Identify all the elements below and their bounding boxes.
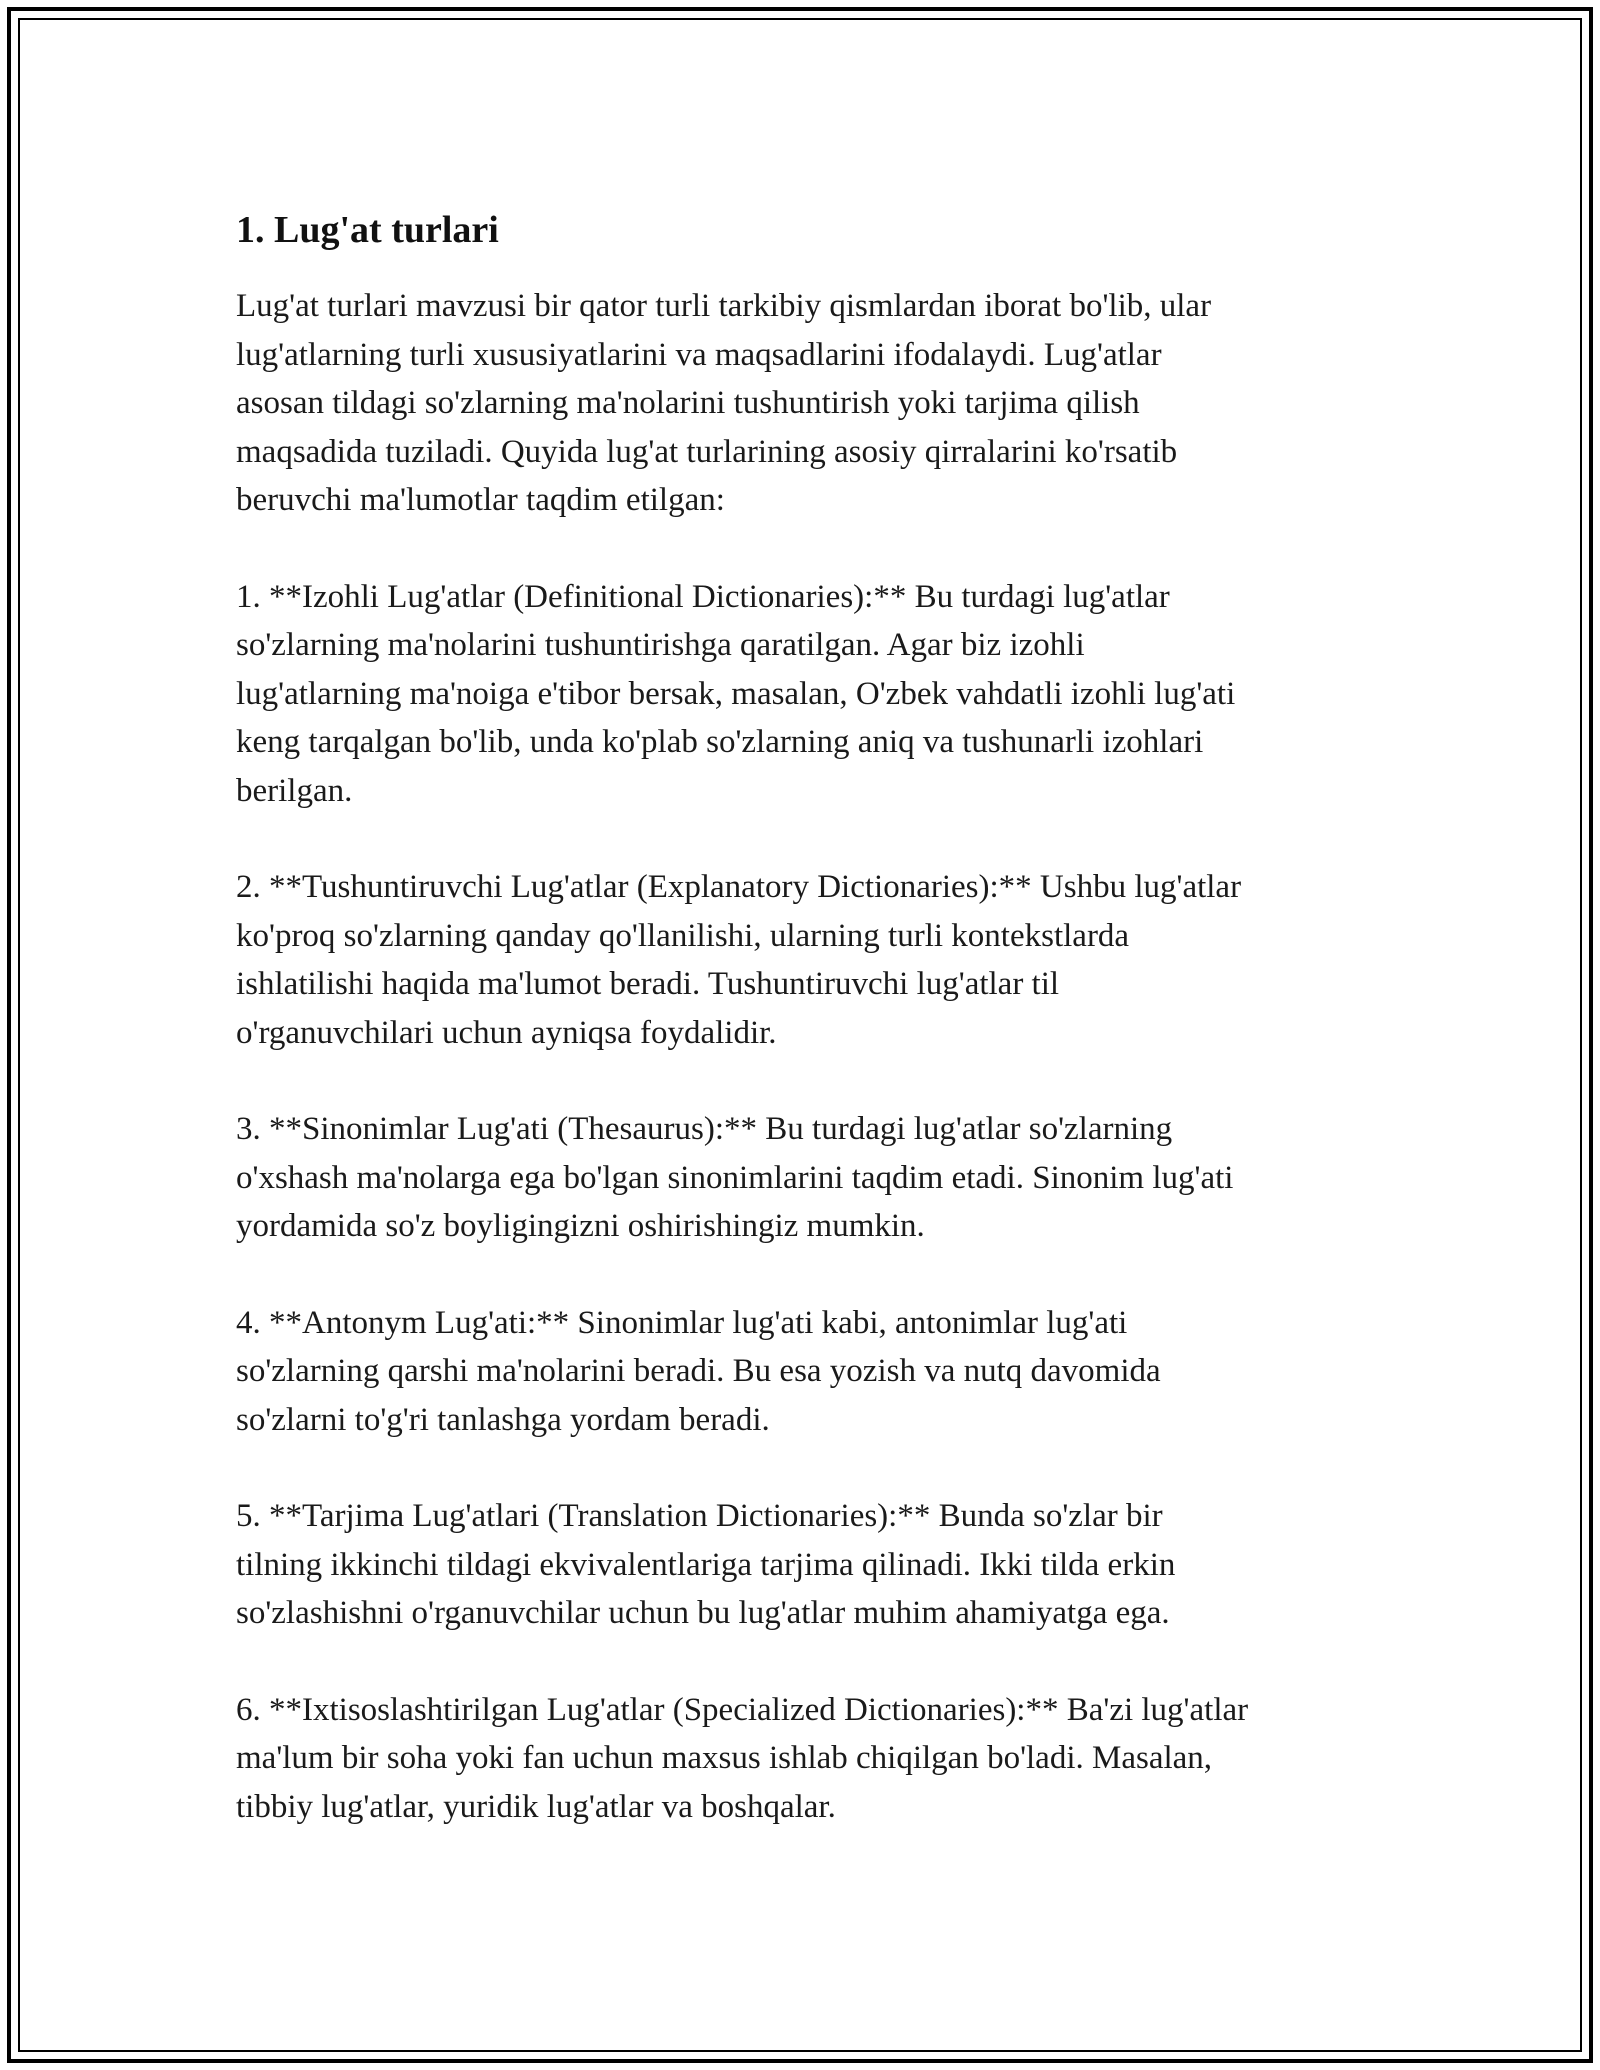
list-item-izohli: 1. **Izohli Lug'atlar (Definitional Dictionaries):** Bu turdagi lug'atlar so'zlarning ma'nolarini tushuntirishga qaratilgan. Agar biz izohli lug'atlarning ma'noiga e'tibor bersak, masalan, O'zbek vahdatli izohli lug'ati keng tarqalgan bo'lib, unda ko'plab so'zlarning aniq va tushunarli izohlari berilgan. — [236, 578, 1236, 809]
list-item-sinonimlar: 3. **Sinonimlar Lug'ati (Thesaurus):** Bu turdagi lug'atlar so'zlarning o'xshash ma'nolarga ega bo'lgan sinonimlarini taqdim etadi. Sinonim lug'ati yordamida so'z boyligingizni oshirishingiz mumkin. — [236, 1111, 1234, 1244]
list-item-ixtisoslashtirilgan: 6. **Ixtisoslashtirilgan Lug'atlar (Specialized Dictionaries):** Ba'zi lug'atlar ma'lum bir soha yoki fan uchun maxsus ishlab chiqilgan bo'ladi. Masalan, tibbiy lug'atlar, yuridik lug'atlar va boshqalar. — [236, 1691, 1249, 1825]
document-content — [236, 194, 1396, 1879]
list-item-tushuntiruvchi: 2. **Tushuntiruvchi Lug'atlar (Explanatory Dictionaries):** Ushbu lug'atlar ko'proq so'zlarning qanday qo'llanilishi, ularning turli kontekstlarda ishlatilishi haqida ma'lumot beradi. Tushuntiruvchi lug'atlar til o'rganuvchilari uchun ayniqsa foydalidir. — [236, 869, 1242, 1051]
section-title: 1. Lug'at turlari — [236, 209, 499, 251]
intro-paragraph: Lug'at turlari mavzusi bir qator turli tarkibiy qismlardan iborat bo'lib, ular lug'atlarning turli xususiyatlarini va maqsadlarini ifodalaydi. Lug'atlar asosan tildagi so'zlarning ma'nolarini tushuntirish yoki tarjima qilish maqsadida tuziladi. Quyida lug'at turlarining asosiy qirralarini ko'rsatib beruvchi ma'lumotlar taqdim etilgan: — [236, 288, 1212, 518]
page-inner-border — [18, 18, 1582, 2052]
list-item-antonym: 4. **Antonym Lug'ati:** Sinonimlar lug'ati kabi, antonimlar lug'ati so'zlarning qarshi ma'nolarini beradi. Bu esa yozish va nutq davomida so'zlarni to'g'ri tanlashga yordam beradi. — [236, 1304, 1161, 1438]
list-item-tarjima: 5. **Tarjima Lug'atlari (Translation Dictionaries):** Bunda so'zlar bir tilning ikkinchi tildagi ekvivalentlariga tarjima qilinadi. Ikki tilda erkin so'zlashishni o'rganuvchilar uchun bu lug'atlar muhim ahamiyatga ega. — [236, 1498, 1176, 1631]
page-frame — [7, 7, 1593, 2063]
